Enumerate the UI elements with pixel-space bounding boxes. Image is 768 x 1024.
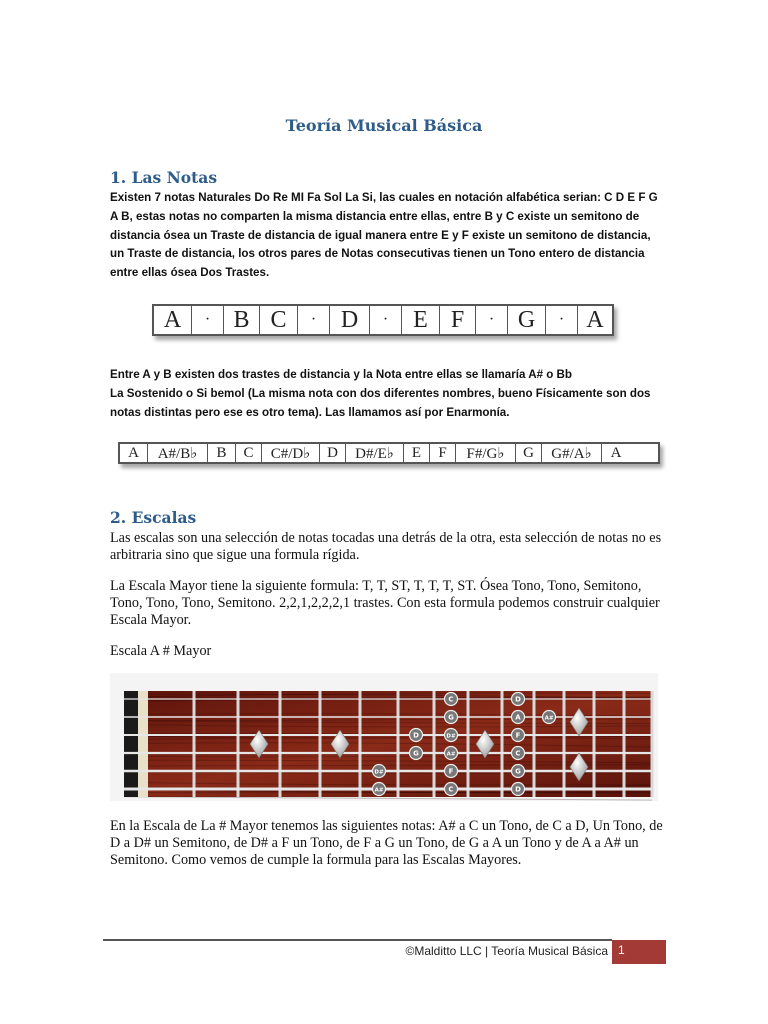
fret-wire (563, 691, 566, 797)
page-title: Teoría Musical Básica (285, 116, 483, 135)
note-cell: G (516, 444, 542, 462)
note-cell: C#/D♭ (262, 444, 320, 462)
scale-note-label: A# (544, 715, 554, 722)
fretboard-nut (124, 691, 138, 797)
fret-wire (533, 691, 536, 797)
enharmonic-paragraph-2: La Sostenido o Si bemol (La misma nota con dos diferentes nombres, bueno Físicamente son dos notas distintas pero ese es otro tema). Las llamamos así por Enarmonía. (110, 387, 651, 419)
note-cell: D (330, 306, 370, 334)
scale-note-label: G (448, 713, 454, 722)
fret-wire (359, 691, 362, 797)
note-cell: B (208, 444, 236, 462)
chromatic-notes-strip (118, 442, 660, 464)
fretboard-svg (110, 673, 658, 801)
note-cell: E (404, 444, 430, 462)
note-cell: · (546, 306, 578, 334)
section-heading-scales: 2. Escalas (110, 508, 197, 527)
fret-wire (193, 691, 196, 797)
footer-text: ©Malditto LLC | Teoría Musical Básica (405, 944, 608, 958)
scales-paragraph-1: Las escalas son una selección de notas tocadas una detrás de la otra, esta selección de notas no es arbitraria sino que sigue una formula rígida. (110, 530, 662, 563)
note-cell: F (430, 444, 456, 462)
fret-wire (467, 691, 470, 797)
section-heading-notes: 1. Las Notas (110, 168, 218, 187)
enharmonic-paragraph-1: Entre A y B existen dos trastes de distancia y la Nota entre ellas se llamaría A# o Bb (110, 368, 572, 381)
note-cell: A#/B♭ (148, 444, 208, 462)
scale-note-label: G (515, 767, 521, 776)
page-number: 1 (612, 940, 666, 964)
note-cell: C (260, 306, 298, 334)
scales-paragraph-2: La Escala Mayor tiene la siguiente formula: T, T, ST, T, T, T, ST. Ósea Tono, Tono, Semitono, Tono, Tono, Tono, Semitono. 2,2,1,2,2,2,1 trastes. Con esta formula podemos construir cualquier Escala Mayor. (110, 578, 660, 628)
fret-wire (623, 691, 626, 797)
note-cell: E (402, 306, 440, 334)
scale-note-label: D (515, 695, 521, 704)
note-cell: · (476, 306, 508, 334)
scale-note-label: D (413, 731, 419, 740)
note-cell: G#/A♭ (542, 444, 602, 462)
fret-wire (279, 691, 282, 797)
scale-note-label: D# (374, 769, 384, 776)
fret-wire (501, 691, 504, 797)
note-cell: G (508, 306, 546, 334)
scale-note-label: G (413, 749, 419, 758)
wood-grain (124, 797, 652, 800)
fret-wire (593, 691, 596, 797)
scale-note-label: A# (374, 787, 384, 794)
note-cell: D (320, 444, 346, 462)
natural-notes-strip (152, 304, 614, 336)
fret-wire (397, 691, 400, 797)
fret-wire (237, 691, 240, 797)
note-cell: F (440, 306, 476, 334)
scale-note-label: D (515, 785, 521, 794)
note-cell: A (610, 444, 622, 461)
scale-note-label: A (515, 713, 521, 722)
note-cell: · (298, 306, 330, 334)
scale-note-label: F (448, 767, 454, 776)
notes-paragraph: Existen 7 notas Naturales Do Re MI Fa Sol La Si, las cuales en notación alfabética serian: C D E F G A B, estas notas no comparten la misma distancia entre ellas, entre B y C existe un semitono de distancia ósea un Traste de distancia de igual manera entre E y F existe un semitono de distancia, un Traste de distancia, los otros pares de Notas consecutivas tienen un Tono entero de distancia entre ellas ósea Dos Trastes. (110, 191, 658, 280)
fretboard-nut-bone (138, 691, 148, 797)
fret-wire (651, 691, 654, 797)
note-cell: A (586, 306, 604, 333)
footer-divider (103, 939, 612, 941)
note-cell: · (370, 306, 402, 334)
note-cell: A (120, 444, 148, 462)
note-cell: B (224, 306, 260, 334)
fret-wire (433, 691, 436, 797)
scale-note-label: F (515, 731, 521, 740)
note-cell: D#/E♭ (346, 444, 404, 462)
fretboard-diagram (110, 673, 658, 801)
scales-paragraph-3: En la Escala de La # Mayor tenemos las siguientes notas: A# a C un Tono, de C a D, Un Tono, de D a D# un Semitono, de D# a F un Tono, de F a G un Tono, de G a A un Tono y de A a A# un Semitono. Como vemos de cumple la formula para las Escalas Mayores. (110, 818, 663, 868)
scale-note-label: C (448, 695, 454, 704)
scale-note-label: C (448, 785, 454, 794)
fret-wire (319, 691, 322, 797)
fretboard-wood (124, 691, 652, 797)
note-cell: · (192, 306, 224, 334)
note-cell: F#/G♭ (456, 444, 516, 462)
scale-label: Escala A # Mayor (110, 643, 212, 659)
note-cell: A (154, 306, 192, 334)
note-cell: C (236, 444, 262, 462)
scale-note-label: A# (446, 751, 456, 758)
scale-note-label: D# (446, 733, 456, 740)
scale-note-label: C (515, 749, 521, 758)
